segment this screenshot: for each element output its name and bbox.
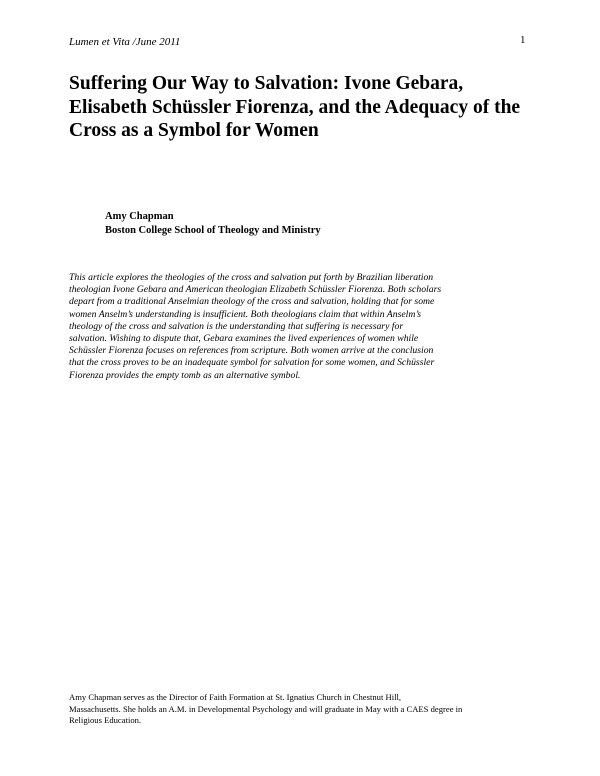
author-name: Amy Chapman [105,211,174,222]
abstract [69,272,539,382]
abstract-line: theology of the cross and salvation is the understanding that suffering is necessary for [69,320,404,332]
journal-header: Lumen et Vita /June 2011 [69,36,181,48]
article-title [69,72,539,143]
author-footnote [69,692,539,727]
abstract-line: salvation. Wishing to dispute that, Gebara examines the lived experiences of women while [69,333,419,345]
page-number: 1 [520,34,526,46]
abstract-line: depart from a traditional Anselmian theology of the cross and salvation, holding that for some [69,296,435,308]
author-block [105,210,321,238]
abstract-line: that the cross proves to be an inadequate symbol for salvation for some women, and Schüssler [69,357,435,369]
abstract-line: This article explores the theologies of the cross and salvation put forth by Brazilian liberation [69,272,434,283]
abstract-line: Schüssler Fiorenza focuses on references from scripture. Both women arrive at the conclusion [69,345,434,357]
abstract-line: theologian Ivone Gebara and American theologian Elizabeth Schüssler Fiorenza. Both scholars [69,284,442,296]
footnote-line: Religious Education. [69,715,142,725]
abstract-line: women Anselm’s understanding is insufficient. Both theologians claim that within Anselm’s [69,308,422,320]
author-affiliation: Boston College School of Theology and Ministry [105,225,321,236]
title-line: Elisabeth Schüssler Fiorenza, and the Adequacy of the [69,96,521,118]
title-line: Cross as a Symbol for Women [69,120,319,141]
footnote-line: Massachusetts. She holds an A.M. in Developmental Psychology and will graduate in May with a CAES degree in [69,703,463,714]
footnote-line: Amy Chapman serves as the Director of Faith Formation at St. Ignatius Church in Chestnut Hill, [69,692,402,702]
title-line: Suffering Our Way to Salvation: Ivone Gebara, [69,73,464,94]
abstract-line: Fiorenza provides the empty tomb as an alternative symbol. [69,369,301,381]
